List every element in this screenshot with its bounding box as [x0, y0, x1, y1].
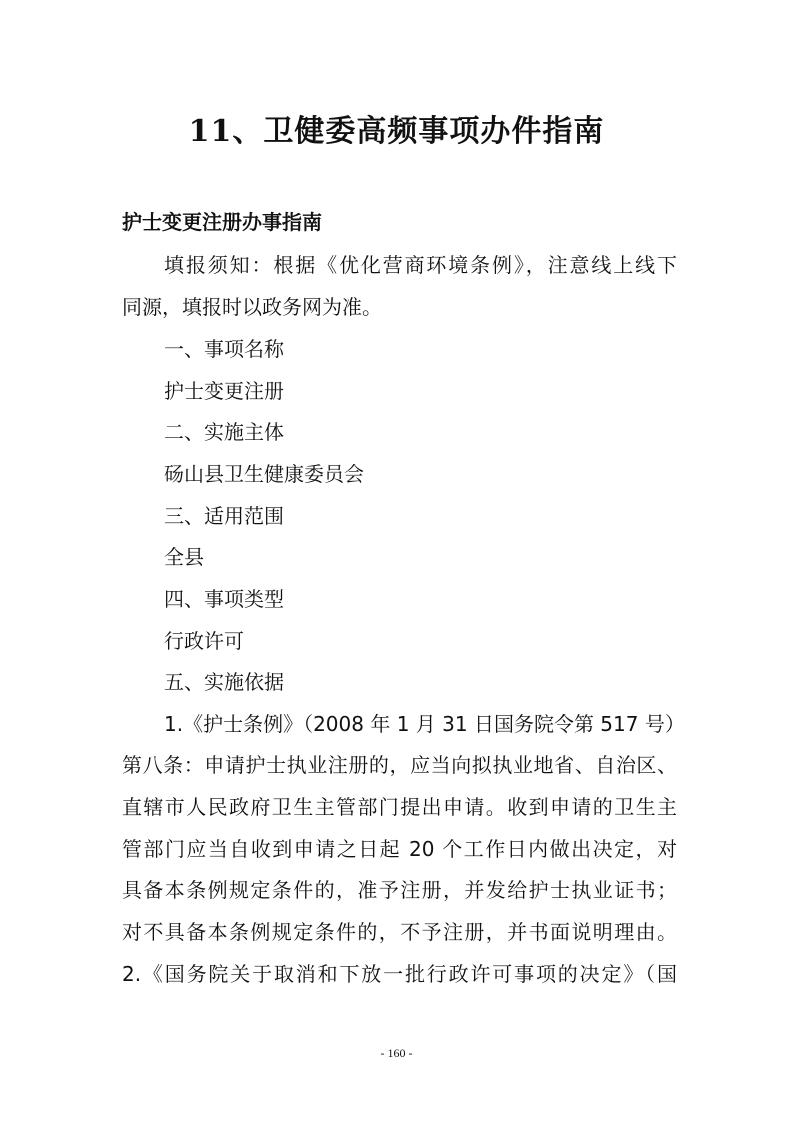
- item-heading-subject: 二、实施主体: [164, 420, 284, 444]
- item-heading-type: 四、事项类型: [164, 587, 284, 611]
- basis-paragraph-line: 对不具备本条例规定条件的，不予注册，并书面说明理由。: [122, 920, 677, 944]
- item-content-subject: 砀山县卫生健康委员会: [164, 462, 364, 486]
- page-number: - 160 -: [380, 1046, 413, 1060]
- intro-line-1: 填报须知：根据《优化营商环境条例》，注意线上线下: [164, 253, 677, 277]
- basis-paragraph-2-line: 2.《国务院关于取消和下放一批行政许可事项的决定》（国: [122, 962, 677, 986]
- page-title: 11、卫健委高频事项办件指南: [188, 114, 605, 149]
- basis-paragraph-line: 具备本条例规定条件的，准予注册，并发给护士执业证书；: [122, 878, 677, 902]
- basis-paragraph-line: 1.《护士条例》（2008 年 1 月 31 日国务院令第 517 号）: [164, 712, 685, 736]
- item-heading-basis: 五、实施依据: [164, 670, 284, 694]
- basis-paragraph-line: 第八条：申请护士执业注册的，应当向拟执业地省、自治区、: [122, 753, 677, 777]
- item-heading-name: 一、事项名称: [164, 337, 284, 361]
- item-content-type: 行政许可: [164, 629, 244, 653]
- item-content-name: 护士变更注册: [164, 379, 284, 403]
- item-heading-scope: 三、适用范围: [164, 504, 284, 528]
- intro-line-2: 同源，填报时以政务网为准。: [122, 295, 382, 319]
- basis-paragraph-line: 管部门应当自收到申请之日起 20 个工作日内做出决定，对: [122, 837, 677, 861]
- basis-paragraph-line: 直辖市人民政府卫生主管部门提出申请。收到申请的卫生主: [122, 795, 677, 819]
- section-heading: 护士变更注册办事指南: [122, 210, 322, 234]
- item-content-scope: 全县: [164, 545, 204, 569]
